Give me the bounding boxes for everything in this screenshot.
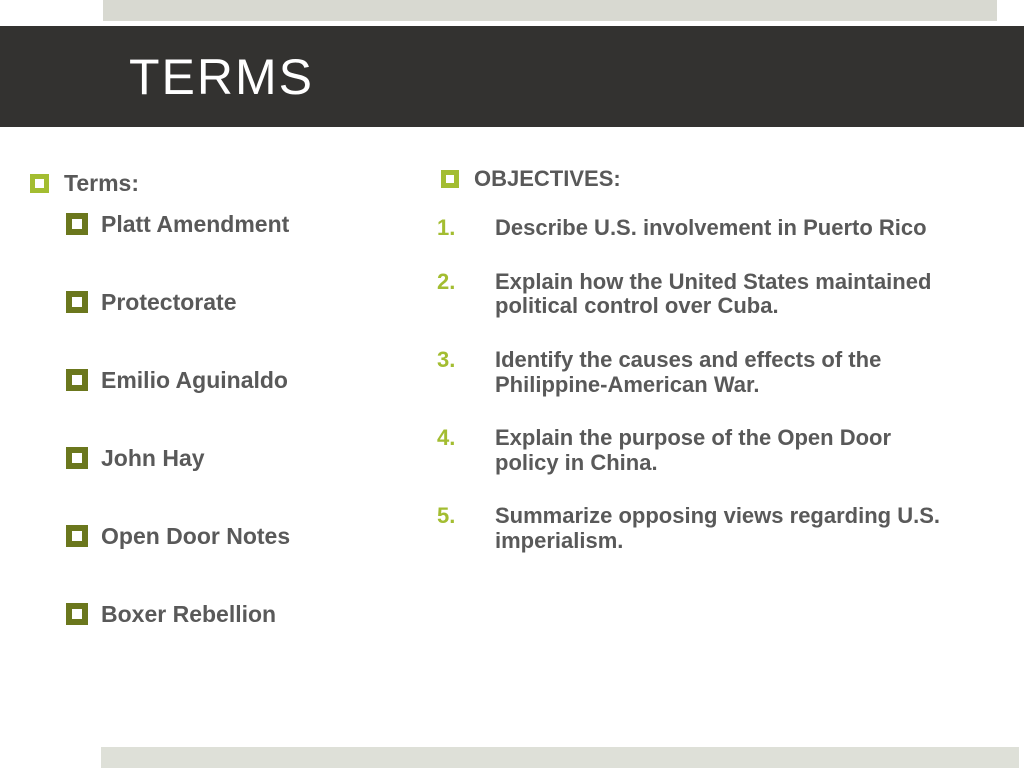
- square-bullet-icon: [30, 174, 49, 193]
- square-bullet-icon: [66, 603, 88, 625]
- objective-number: 2.: [437, 268, 456, 294]
- objective-text: Describe U.S. involvement in Puerto Rico: [495, 215, 927, 240]
- term-label: Boxer Rebellion: [101, 600, 277, 627]
- objectives-heading-label: OBJECTIVES:: [474, 166, 621, 191]
- objective-text: Identify the causes and effects of the Philippine-American War.: [495, 346, 882, 397]
- objectives-list: [437, 216, 960, 583]
- terms-heading-label: Terms:: [64, 170, 139, 196]
- terms-list: [66, 210, 290, 678]
- objective-number: 5.: [437, 503, 456, 529]
- list-item: [437, 348, 960, 397]
- square-bullet-icon: [66, 213, 88, 235]
- list-item: [437, 426, 960, 475]
- square-bullet-icon: [66, 369, 88, 391]
- list-item: [437, 270, 960, 319]
- list-item: [66, 522, 290, 550]
- objective-number: 3.: [437, 346, 456, 372]
- objective-text: Explain how the United States maintained political control over Cuba.: [495, 268, 932, 319]
- term-label: Emilio Aguinaldo: [101, 366, 288, 393]
- objective-text: Explain the purpose of the Open Door policy in China.: [495, 425, 892, 475]
- objective-number: 4.: [437, 425, 456, 451]
- title-band: [0, 26, 1024, 127]
- list-item: [66, 210, 290, 238]
- square-bullet-icon: [66, 291, 88, 313]
- list-item: [66, 366, 290, 394]
- list-item: [437, 216, 960, 241]
- term-label: John Hay: [101, 444, 205, 471]
- terms-heading: [30, 170, 139, 197]
- square-bullet-icon: [441, 170, 459, 188]
- list-item: [437, 504, 960, 553]
- list-item: [66, 444, 290, 472]
- term-label: Platt Amendment: [101, 210, 290, 237]
- bottom-decorative-strip: [101, 747, 1019, 768]
- page-title: TERMS: [129, 48, 314, 105]
- objectives-heading: [441, 166, 621, 192]
- list-item: [66, 288, 290, 316]
- objective-text: Summarize opposing views regarding U.S. imperialism.: [495, 503, 940, 553]
- term-label: Open Door Notes: [101, 522, 291, 549]
- objective-number: 1.: [437, 215, 456, 240]
- square-bullet-icon: [66, 447, 88, 469]
- term-label: Protectorate: [101, 288, 237, 315]
- top-decorative-strip: [103, 0, 997, 21]
- square-bullet-icon: [66, 525, 88, 547]
- list-item: [66, 600, 290, 628]
